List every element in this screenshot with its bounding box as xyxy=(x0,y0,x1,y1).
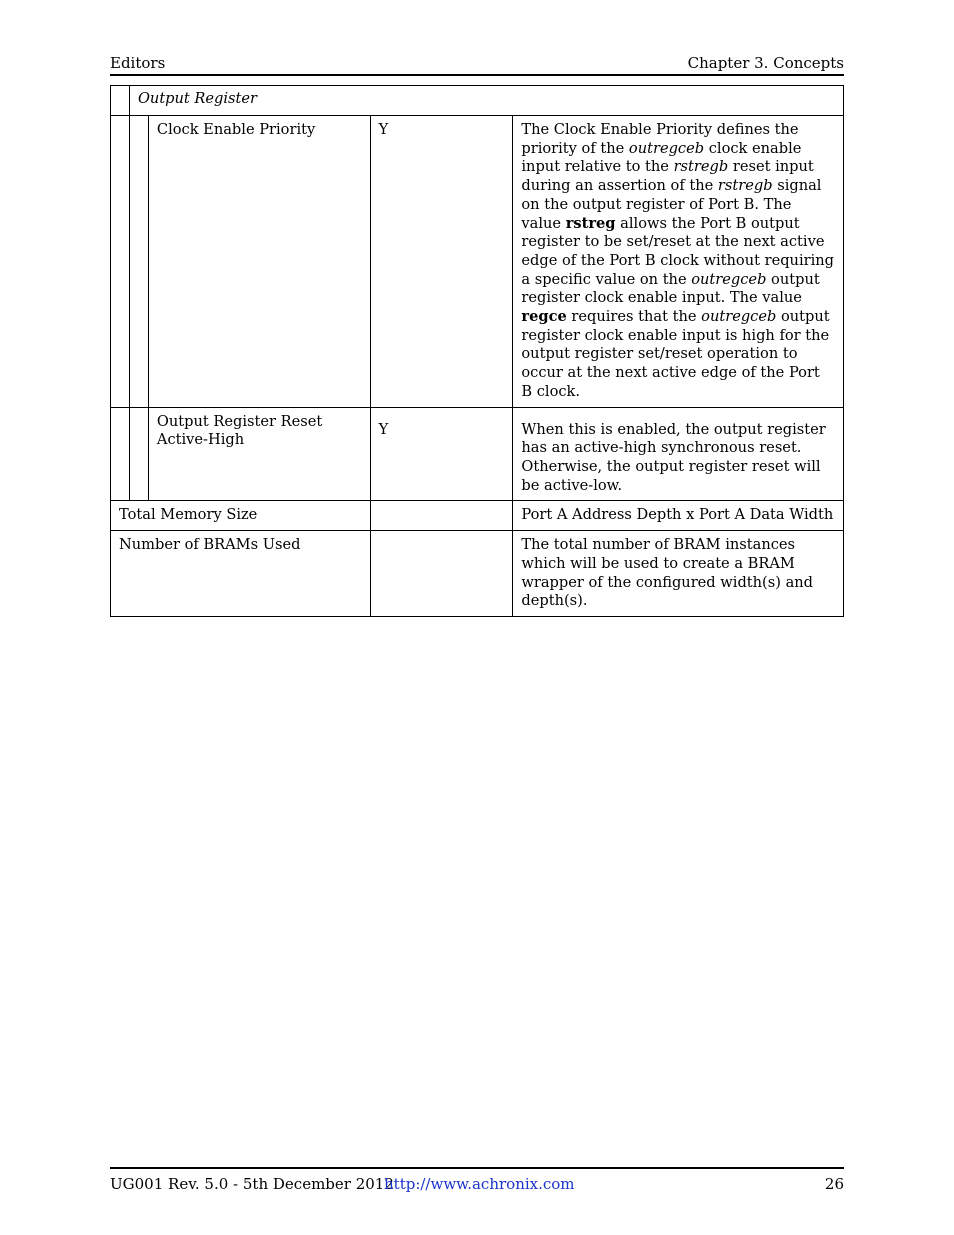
param-flag-cell xyxy=(370,407,513,501)
param-desc-cell xyxy=(513,116,844,408)
indent-cell xyxy=(111,116,130,408)
param-name: Number of BRAMs Used xyxy=(119,536,301,554)
param-name: Total Memory Size xyxy=(119,506,258,524)
value-name-bold: rstreg xyxy=(565,214,616,232)
page-header xyxy=(110,54,844,76)
value-name-bold: regce xyxy=(521,308,567,326)
text-run: The Clock Enable Priority defines the priority of the xyxy=(521,121,799,157)
text-run: clock enable input relative to the xyxy=(521,139,802,176)
param-description: The total number of BRAM instances which will be used to create a BRAM wrapper of the configured width(s) and depth(s). xyxy=(521,536,814,610)
header-chapter-title: Chapter 3. Concepts xyxy=(687,54,844,72)
section-title: Output Register xyxy=(129,86,843,116)
text-run: When this is enabled, the output register has an active-high synchronous reset. Otherwise, the output register reset will be active-low. xyxy=(521,420,826,494)
header-section-name: Editors xyxy=(110,54,166,72)
param-description: Port A Address Depth x Port A Data Width xyxy=(521,506,834,524)
indent-cell xyxy=(111,86,130,116)
param-desc-cell xyxy=(513,407,844,501)
param-flag-cell xyxy=(370,116,513,408)
text-run: signal on the output register of Port B. The value xyxy=(521,177,822,232)
footer-page-number: 26 xyxy=(824,1175,844,1193)
param-name-cell xyxy=(111,531,371,617)
indent-cell xyxy=(111,407,130,501)
text-run: allows the Port B output register to be set/reset at the next active edge of the Port B clock without requiring a specific value on the xyxy=(521,214,835,288)
signal-name-italic: outregceb xyxy=(701,308,777,326)
param-name-cell xyxy=(111,501,371,531)
param-flag-cell xyxy=(370,501,513,531)
text-run: output register clock enable input. The value xyxy=(521,270,820,307)
param-name-cell xyxy=(148,116,370,408)
signal-name-italic: outregceb xyxy=(628,139,705,157)
text-run: output register clock enable input is high for the output register set/reset operation to occur at the next active edge of the Port B clock. xyxy=(521,308,830,400)
param-name: Output Register Reset Active-High xyxy=(156,412,323,449)
table-row xyxy=(111,86,844,116)
text-run: requires that the xyxy=(566,308,702,326)
table-row xyxy=(111,116,844,408)
text-run: reset input during an assertion of the xyxy=(521,158,814,195)
param-desc-cell xyxy=(513,531,844,617)
param-flag: Y xyxy=(378,121,389,138)
indent-cell xyxy=(129,116,148,408)
parameters-table xyxy=(110,85,844,617)
param-desc-cell xyxy=(513,501,844,531)
indent-cell xyxy=(129,407,148,501)
footer-url-link[interactable]: http://www.achronix.com xyxy=(384,1175,575,1193)
footer-doc-id: UG001 Rev. 5.0 - 5th December 2012 xyxy=(110,1175,394,1193)
signal-name-italic: rstregb xyxy=(673,158,729,176)
table-row xyxy=(111,531,844,617)
param-name: Clock Enable Priority xyxy=(156,121,316,138)
param-description xyxy=(521,121,835,402)
signal-name-italic: outregceb xyxy=(691,270,767,288)
page-footer xyxy=(110,1167,844,1197)
param-description xyxy=(521,421,835,496)
param-flag: Y xyxy=(378,420,389,438)
param-name-cell xyxy=(148,407,370,501)
param-flag-cell xyxy=(370,531,513,617)
signal-name-italic: rstregb xyxy=(717,177,773,195)
table-row xyxy=(111,501,844,531)
table-row xyxy=(111,407,844,501)
